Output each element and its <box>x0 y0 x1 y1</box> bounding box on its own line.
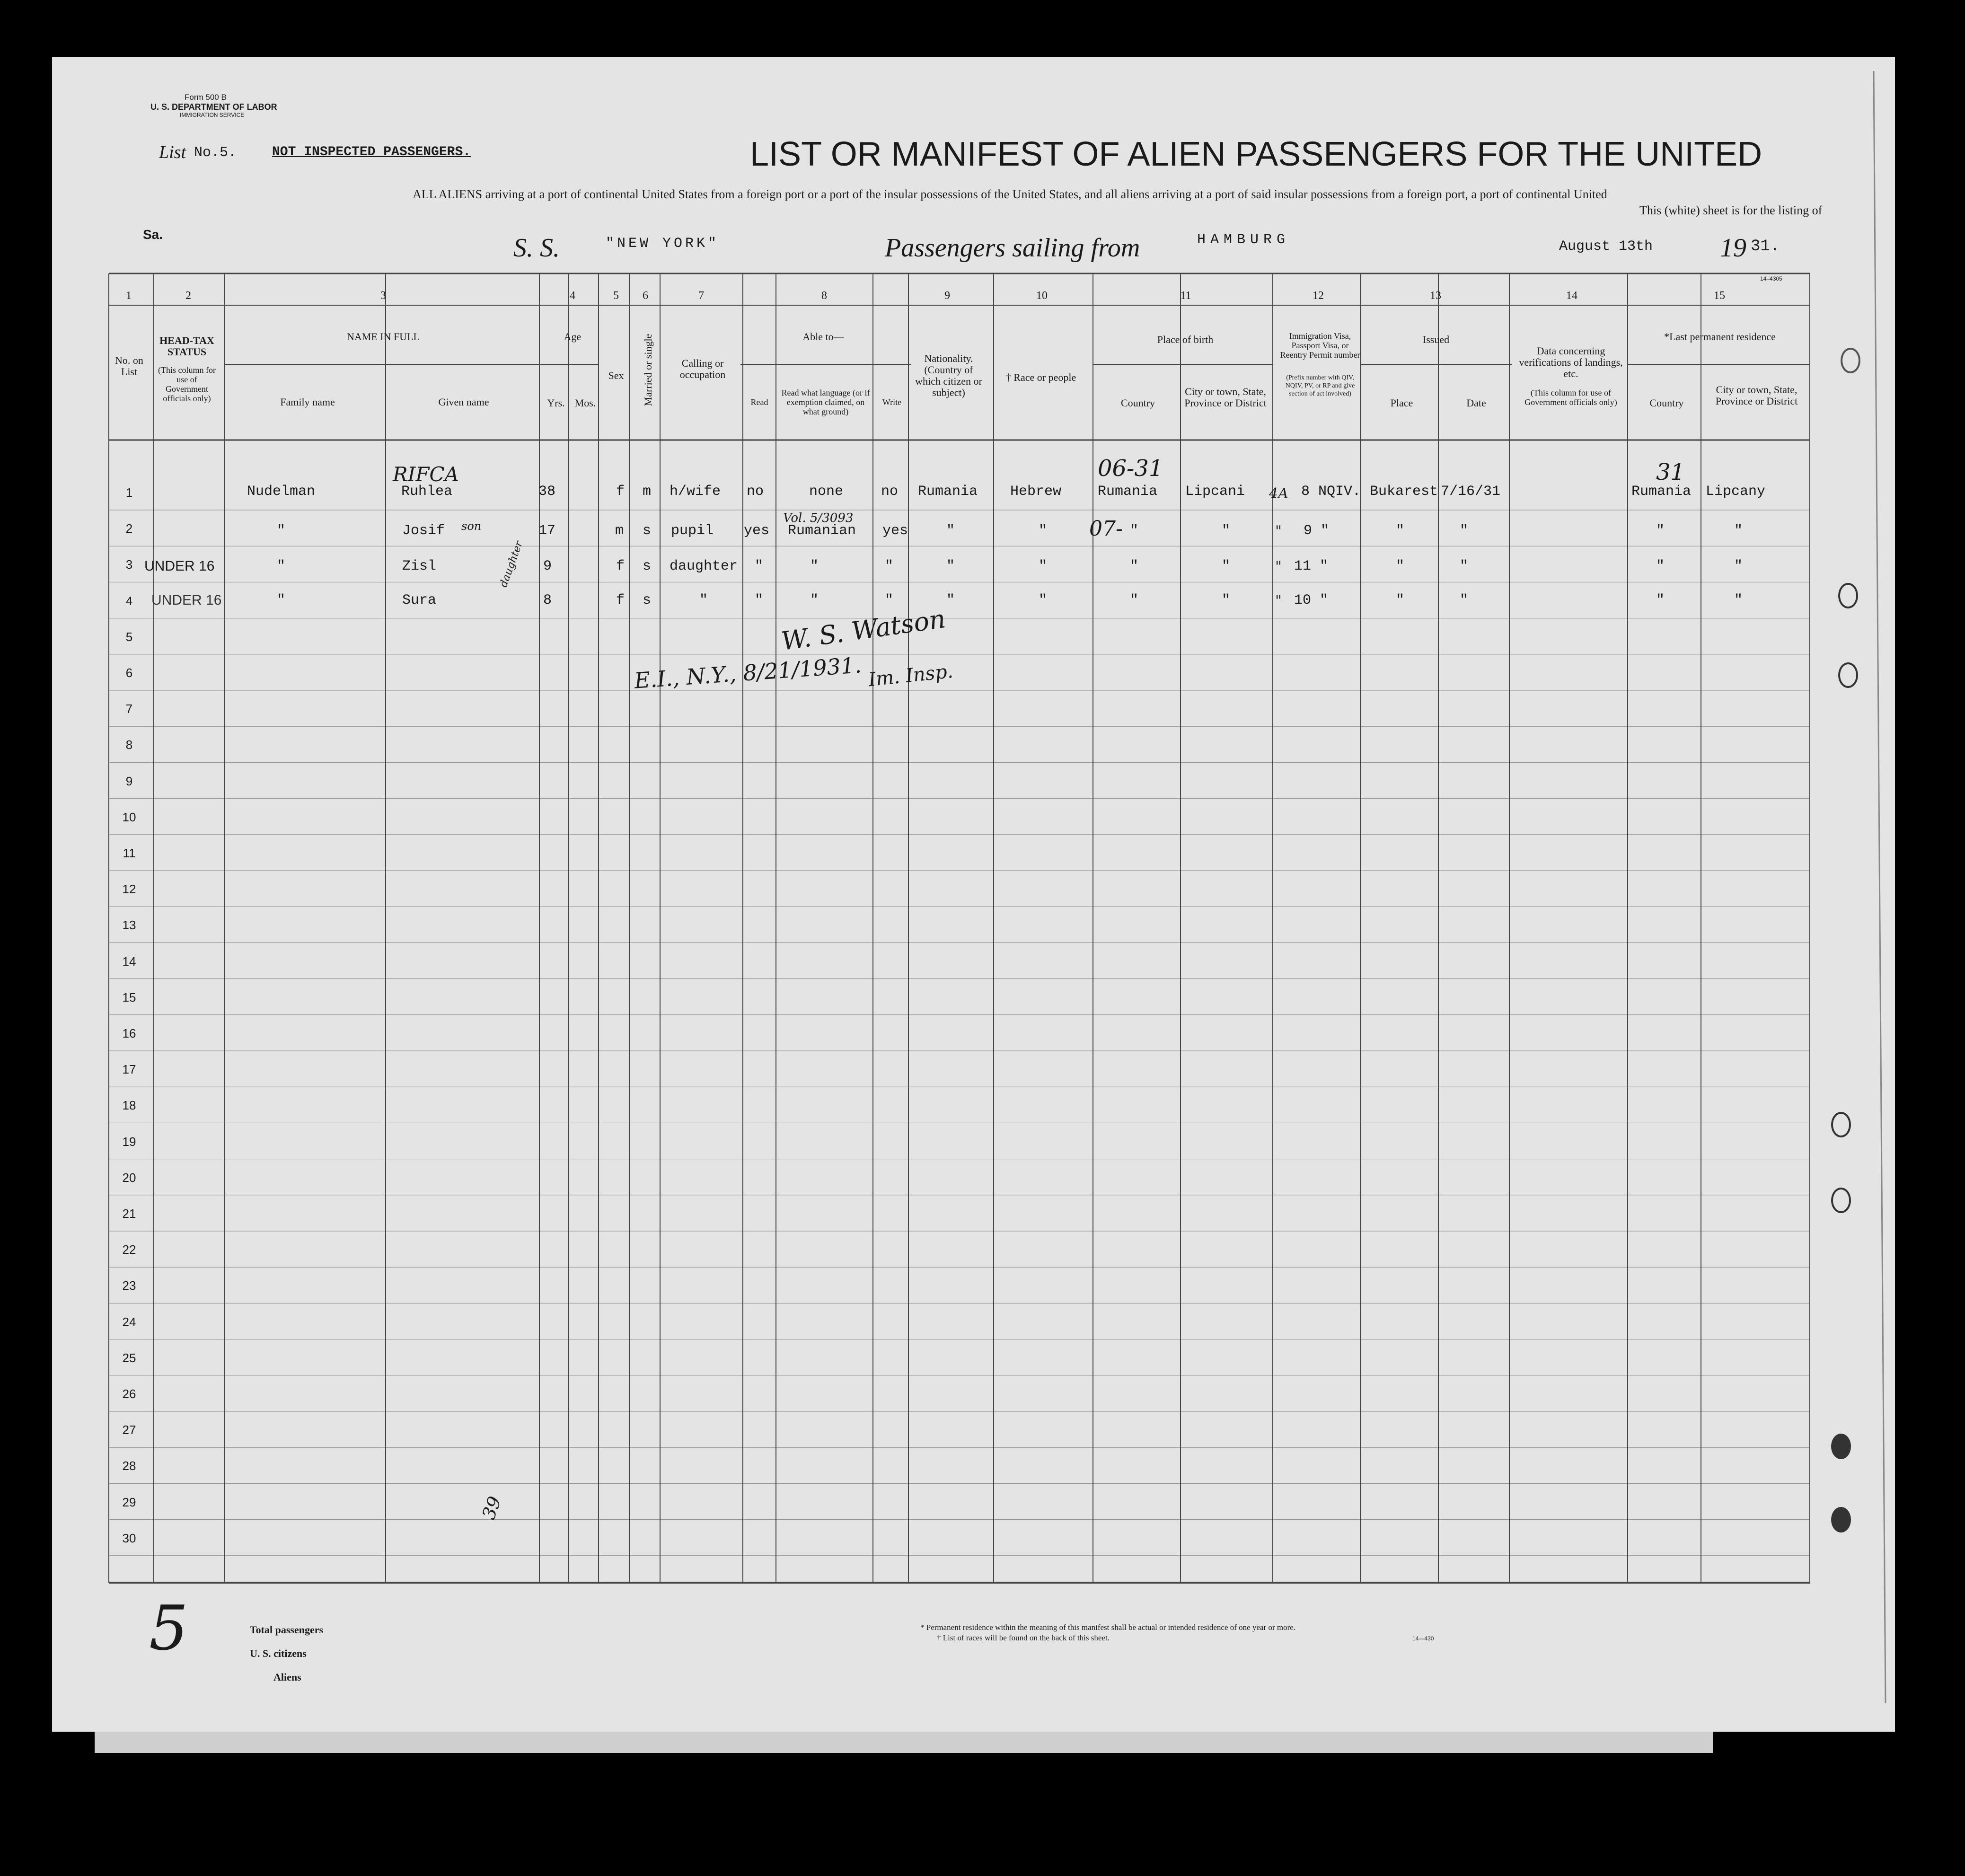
issued-place-cell: " <box>1396 523 1405 539</box>
family-name-cell: " <box>277 558 286 574</box>
row-number: 15 <box>122 990 136 1004</box>
given-name-cell: Josif <box>402 523 445 539</box>
sailing-date: August 13th <box>1559 238 1653 255</box>
age-years-cell: 17 <box>538 523 556 539</box>
column-number: 4 <box>570 290 575 302</box>
birth-city-cell: " <box>1222 592 1231 608</box>
binder-hole <box>1838 583 1858 608</box>
row-number: 10 <box>122 810 136 824</box>
header-issued-date: Date <box>1466 397 1486 409</box>
row-number: 5 <box>125 629 133 644</box>
write-cell: " <box>885 592 894 608</box>
head-tax-stamp: UNDER 16 <box>144 558 215 574</box>
header-head-tax: HEAD-TAX STATUS <box>159 335 214 358</box>
given-name-cell: Ruhlea <box>401 484 453 500</box>
binder-hole <box>1841 348 1860 373</box>
nationality-cell: " <box>946 523 955 539</box>
form-number: Form 500 B <box>185 93 227 102</box>
read-cell: " <box>755 592 764 608</box>
header-race: † Race or people <box>1005 371 1076 383</box>
row-number: 4 <box>125 593 133 608</box>
row-number: 23 <box>122 1278 136 1293</box>
header-sex: Sex <box>608 370 624 381</box>
column-number: 1 <box>126 290 132 302</box>
inspector-signature: W. S. Watson <box>779 603 948 657</box>
write-cell: " <box>885 558 894 574</box>
column-number: 13 <box>1430 290 1441 302</box>
family-name-cell: Nudelman <box>247 484 316 500</box>
header-head-tax-note: (This column for use of Government officials only) <box>158 365 216 403</box>
head-tax-stamp: UNDER 16 <box>151 592 222 608</box>
subtitle-continuation: This (white) sheet is for the listing of <box>1639 203 1823 217</box>
header-no-on-list: No. on List <box>115 354 143 378</box>
subtitle: ALL ALIENS arriving at a port of continental United States from a foreign port or a port of the insular possessions of the United States, and all aliens arriving at a port of said insular possessions from a foreign port, a port of continental United <box>413 187 1607 201</box>
footer-code: 14—430 <box>1412 1635 1434 1642</box>
row-number: 21 <box>122 1207 136 1221</box>
marital-cell: s <box>643 592 652 608</box>
header-residence-country: Country <box>1649 397 1684 409</box>
given-name-annotation: son <box>461 520 482 533</box>
header-read-language: Read what language (or if exemption claimed, on what ground) <box>781 388 870 416</box>
header-mos: Mos. <box>574 397 596 409</box>
row-number: 17 <box>122 1062 136 1077</box>
row-number: 22 <box>122 1242 136 1257</box>
visa-prefix-annotation: " <box>1275 558 1282 575</box>
sex-cell: m <box>615 523 624 539</box>
row-number: 29 <box>122 1495 136 1509</box>
inspector-title: Im. Insp. <box>867 660 954 691</box>
row-number: 20 <box>122 1170 136 1185</box>
write-cell: yes <box>882 523 908 539</box>
binder-hole <box>1831 1434 1851 1459</box>
row-number: 3 <box>125 557 133 572</box>
year-suffix: 31. <box>1751 238 1780 255</box>
year-prefix: 19 <box>1720 233 1746 263</box>
column-number: 8 <box>821 290 827 302</box>
ss-label: S. S. <box>513 233 560 263</box>
row-number: 18 <box>122 1098 136 1113</box>
given-name-annotation: daughter <box>497 539 526 589</box>
binder-hole <box>1831 1188 1851 1213</box>
header-age: Age <box>564 331 582 343</box>
issued-date-cell: " <box>1460 523 1469 539</box>
residence-country-cell: " <box>1656 523 1665 539</box>
header-married: Married or single <box>642 334 654 406</box>
residence-country-cell: " <box>1656 558 1665 574</box>
given-name-cell: Sura <box>402 592 437 608</box>
footer-us-citizens: U. S. citizens <box>250 1647 307 1659</box>
header-calling: Calling or occupation <box>679 357 726 380</box>
residence-annotation: 31 <box>1656 459 1685 485</box>
header-read: Read <box>750 397 768 407</box>
read-cell: " <box>755 558 764 574</box>
language-annotation: Vol. 5/3093 <box>783 511 854 525</box>
list-label: List <box>159 142 186 162</box>
header-residence-city: City or town, State, Province or District <box>1715 384 1798 407</box>
header-place-of-birth: Place of birth <box>1157 334 1214 345</box>
issued-date-cell: 7/16/31 <box>1441 484 1501 500</box>
row-number: 11 <box>123 846 136 860</box>
sailing-from-label: Passengers sailing from <box>885 233 1140 263</box>
service-label: IMMIGRATION SERVICE <box>180 112 245 118</box>
header-birth-city: City or town, State, Province or District <box>1184 386 1267 409</box>
sa-label: Sa. <box>143 227 163 242</box>
column-number: 15 <box>1714 290 1725 302</box>
row-number: 8 <box>125 738 133 752</box>
family-name-cell: " <box>277 592 286 608</box>
row-number: 30 <box>122 1531 136 1545</box>
birth-country-annotation: 07- <box>1089 517 1123 541</box>
age-years-cell: 38 <box>538 484 556 500</box>
header-given-name: Given name <box>438 396 489 408</box>
occupation-cell: daughter <box>670 558 738 574</box>
header-last-residence: *Last permanent residence <box>1664 331 1776 343</box>
sex-cell: f <box>616 484 625 500</box>
row-number: 12 <box>122 882 136 897</box>
residence-city-cell: " <box>1734 523 1743 539</box>
row-number: 6 <box>125 666 133 680</box>
nationality-cell: " <box>946 558 955 574</box>
residence-city-cell: Lipcany <box>1706 484 1766 500</box>
header-family-name: Family name <box>280 396 335 408</box>
column-number: 12 <box>1313 290 1324 302</box>
header-visa: Immigration Visa, Passport Visa, or Reentry Permit number <box>1280 331 1360 360</box>
footer-race-note: † List of races will be found on the back of this sheet. <box>937 1633 1110 1642</box>
visa-cell: 9 " <box>1304 523 1330 539</box>
race-cell: " <box>1039 592 1048 608</box>
marital-cell: m <box>643 484 652 500</box>
row-number: 24 <box>122 1314 136 1329</box>
binder-hole <box>1831 1112 1851 1137</box>
header-data-note: (This column for use of Government officials only) <box>1524 388 1617 407</box>
column-number: 11 <box>1180 290 1191 302</box>
column-number: 9 <box>944 290 950 302</box>
margin-mark: 39 <box>478 1493 506 1523</box>
column-number: 14 <box>1566 290 1577 302</box>
row-number: 14 <box>122 954 136 969</box>
header-visa-note: (Prefix number with QIV, NQIV, PV, or RP and give section of act involved) <box>1285 374 1355 397</box>
list-type: NOT INSPECTED PASSENGERS. <box>272 145 471 159</box>
column-number: 2 <box>185 290 191 302</box>
birth-country-cell: " <box>1130 558 1139 574</box>
sex-cell: f <box>616 558 625 574</box>
issued-place-cell: " <box>1396 558 1405 574</box>
row-number: 1 <box>125 485 133 500</box>
header-nationality: Nationality. (Country of which citizen or subject) <box>915 352 982 398</box>
residence-city-cell: " <box>1734 592 1743 608</box>
occupation-cell: pupil <box>671 523 714 539</box>
birth-country-cell: " <box>1130 592 1139 608</box>
row-number: 27 <box>122 1423 136 1437</box>
column-number: 3 <box>380 290 386 302</box>
departure-port: HAMBURG <box>1197 232 1290 248</box>
grid-line <box>1874 71 1886 1703</box>
family-name-cell: " <box>277 523 286 539</box>
marital-cell: s <box>643 523 652 539</box>
age-years-cell: 9 <box>543 558 552 574</box>
visa-prefix-annotation: 4A <box>1269 485 1288 502</box>
residence-city-cell: " <box>1734 558 1743 574</box>
list-number: No.5. <box>194 145 237 161</box>
examination-stamp: E.I., N.Y., 8/21/1931. <box>633 652 863 694</box>
occupation-cell: " <box>699 592 708 608</box>
visa-prefix-annotation: " <box>1275 592 1282 609</box>
header-able-to: Able to— <box>802 331 844 343</box>
header-write: Write <box>882 397 902 407</box>
birth-country-cell: " <box>1130 523 1139 539</box>
header-name-in-full: NAME IN FULL <box>347 331 420 343</box>
visa-cell: 8 NQIV. <box>1301 484 1361 500</box>
sex-cell: f <box>616 592 625 608</box>
birth-city-cell: " <box>1222 558 1231 574</box>
residence-country-cell: Rumania <box>1631 484 1692 500</box>
birth-country-cell: Rumania <box>1098 484 1158 500</box>
margin-tally: 5 <box>149 1592 188 1664</box>
row-number: 19 <box>122 1134 136 1149</box>
race-cell: Hebrew <box>1010 484 1062 500</box>
language-cell: Rumanian <box>788 523 856 539</box>
binder-hole <box>1831 1507 1851 1533</box>
footer-aliens: Aliens <box>273 1671 301 1683</box>
issued-place-cell: " <box>1396 592 1405 608</box>
visa-cell: 10 " <box>1294 592 1329 608</box>
race-cell: " <box>1039 523 1048 539</box>
read-cell: no <box>747 484 764 500</box>
header-issued-place: Place <box>1390 397 1413 409</box>
column-number: 10 <box>1036 290 1048 302</box>
birth-country-annotation: 06-31 <box>1098 455 1163 482</box>
read-cell: yes <box>744 523 770 539</box>
birth-city-cell: Lipcani <box>1185 484 1245 500</box>
row-number: 26 <box>122 1387 136 1401</box>
language-cell: " <box>810 558 819 574</box>
residence-country-cell: " <box>1656 592 1665 608</box>
issued-date-cell: " <box>1460 558 1469 574</box>
marital-cell: s <box>643 558 652 574</box>
binder-hole <box>1838 662 1858 688</box>
visa-prefix-annotation: " <box>1275 523 1282 539</box>
footer-residence-note: * Permanent residence within the meaning of this manifest shall be actual or intended residence of one year or more. <box>920 1623 1296 1632</box>
ship-name: "NEW YORK" <box>606 236 720 252</box>
row-number: 13 <box>122 918 136 933</box>
row-number: 2 <box>125 521 133 536</box>
header-issued: Issued <box>1422 334 1450 345</box>
race-cell: " <box>1039 558 1048 574</box>
header-birth-country: Country <box>1120 397 1155 409</box>
header-yrs: Yrs. <box>547 397 565 409</box>
age-years-cell: 8 <box>543 592 552 608</box>
birth-city-cell: " <box>1222 523 1231 539</box>
given-name-annotation: RIFCA <box>393 463 459 486</box>
language-cell: " <box>810 592 819 608</box>
column-number: 6 <box>643 290 648 302</box>
issued-place-cell: Bukarest <box>1370 484 1438 500</box>
given-name-cell: Zisl <box>402 558 437 574</box>
column-number: 7 <box>698 290 704 302</box>
nationality-cell: " <box>946 592 955 608</box>
issued-date-cell: " <box>1460 592 1469 608</box>
page-title: LIST OR MANIFEST OF ALIEN PASSENGERS FOR THE UNITED <box>750 135 1762 173</box>
row-number: 16 <box>122 1026 136 1040</box>
language-cell: none <box>809 484 844 500</box>
row-number: 25 <box>122 1350 136 1365</box>
occupation-cell: h/wife <box>670 484 721 500</box>
column-number: 5 <box>613 290 619 302</box>
margin-code: 14–4305 <box>1760 275 1782 282</box>
write-cell: no <box>881 484 899 500</box>
header-data-landings: Data concerning verifications of landings, etc. <box>1519 345 1623 379</box>
department-label: U. S. DEPARTMENT OF LABOR <box>150 102 277 112</box>
footer-total-passengers: Total passengers <box>250 1624 324 1636</box>
row-number: 28 <box>122 1459 136 1473</box>
row-number: 7 <box>125 702 133 716</box>
visa-cell: 11 " <box>1294 558 1329 574</box>
row-number: 9 <box>125 774 133 788</box>
nationality-cell: Rumania <box>918 484 978 500</box>
